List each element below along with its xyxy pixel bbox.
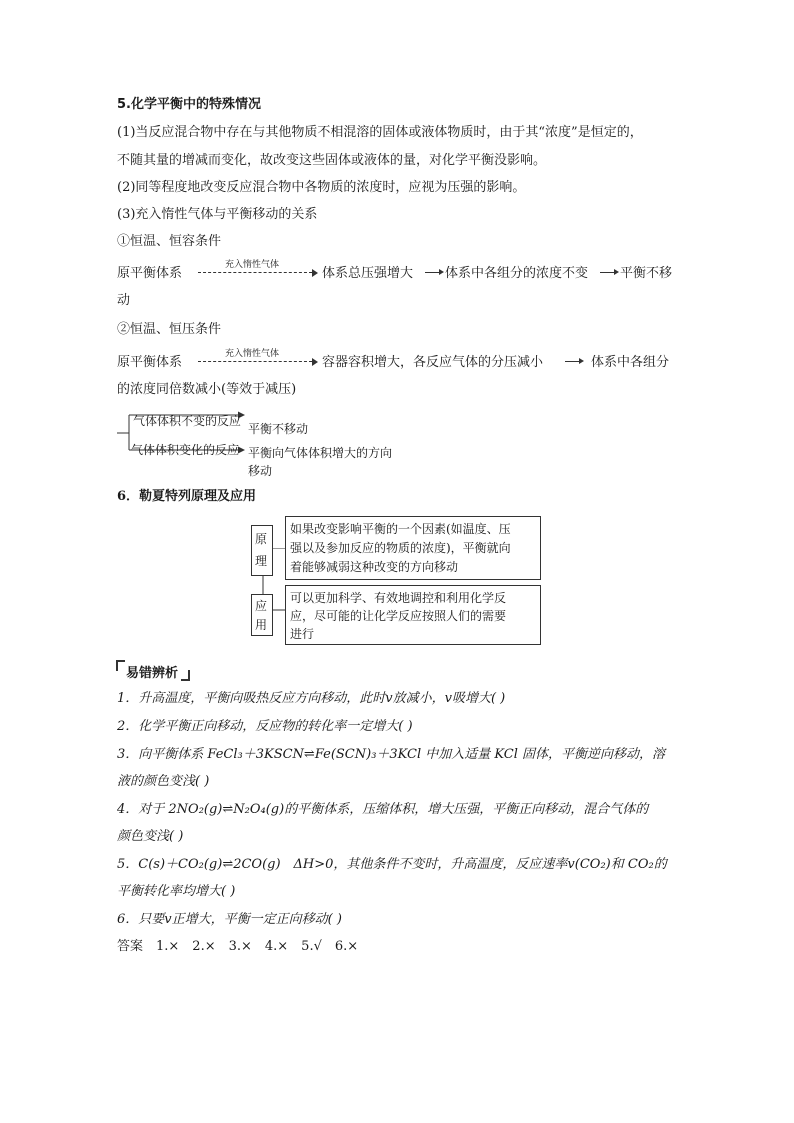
question-2: 2．化学平衡正向移动，反应物的转化率一定增大( ): [117, 719, 413, 734]
paragraph-3: (3)充入惰性气体与平衡移动的关系: [117, 207, 318, 222]
question-5-line2: 平衡转化率均增大( ): [117, 884, 236, 899]
case2-start: 原平衡体系: [117, 355, 183, 370]
answer-line: 答案 1.× 2.× 3.× 4.× 5.√ 6.×: [117, 939, 359, 954]
branch-bottom-label: 气体体积变化的反应: [131, 443, 240, 457]
case1-arrow-label: 充入惰性气体: [225, 260, 280, 270]
case2-arrow-2: [565, 361, 579, 362]
principle-box: 如果改变影响平衡的一个因素(如温度、压 强以及参加反应的物质的浓度)，平衡就向 着能够减弱这种改变的方向移动: [285, 516, 541, 580]
case1-dashed-arrow: [198, 272, 312, 273]
case2-dashed-arrow: [198, 361, 312, 362]
title-bracket-left: [116, 660, 125, 671]
case1-start: 原平衡体系: [117, 266, 183, 281]
question-4-line2: 颜色变浅( ): [117, 829, 184, 844]
case2-wrap: 的浓度同倍数减小(等效于减压): [117, 382, 297, 397]
apply-box: 可以更加科学、有效地调控和利用化学反 应，尽可能的让化学反应按照人们的需要 进行: [285, 585, 541, 645]
case1-arrow-2: [425, 272, 439, 273]
question-3-line1: 3．向平衡体系 FeCl₃＋3KSCN⇌Fe(SCN)₃＋3KCl 中加入适量 KCl 固体，平衡逆向移动，溶: [117, 747, 666, 762]
question-5-line1: 5．C(s)＋CO₂(g)⇌2CO(g) ΔH>0，其他条件不变时，升高温度，反应速率v(CO₂)和 CO₂的: [117, 857, 667, 872]
question-3-line2: 液的颜色变浅( ): [117, 774, 210, 789]
case1-step3: 平衡不移: [620, 266, 673, 281]
case1-step1: 体系总压强增大: [322, 266, 414, 281]
paragraph-1-line1: (1)当反应混合物中存在与其他物质不相混溶的固体或液体物质时，由于其“浓度”是恒定的，: [117, 125, 643, 140]
apply-tag: 应 用: [251, 594, 273, 636]
section5-title: 5.化学平衡中的特殊情况: [117, 97, 261, 112]
question-1: 1．升高温度，平衡向吸热反应方向移动，此时v放减小，v吸增大( ): [117, 691, 506, 706]
case2-step1: 容器容积增大，各反应气体的分压减小: [322, 355, 544, 370]
case2-label: ②恒温、恒压条件: [117, 322, 222, 337]
question-6: 6．只要v正增大，平衡一定正向移动( ): [117, 912, 342, 927]
case2-arrow-label: 充入惰性气体: [225, 349, 280, 359]
errors-title: 易错辨析: [126, 666, 179, 681]
branch-top-result: 平衡不移动: [248, 422, 309, 436]
section6-title: 6．勒夏特列原理及应用: [117, 489, 257, 504]
question-4-line1: 4．对于 2NO₂(g)⇌N₂O₄(g)的平衡体系，压缩体积，增大压强，平衡正向移动，混合气体的: [117, 802, 649, 817]
case1-wrap: 动: [117, 293, 131, 308]
case2-step2: 体系中各组分: [591, 355, 670, 370]
paragraph-2: (2)同等程度地改变反应混合物中各物质的浓度时，应视为压强的影响。: [117, 180, 526, 195]
branch-bottom-result-line2: 移动: [248, 464, 273, 478]
case1-arrow-3: [600, 272, 614, 273]
branch-top-label: 气体体积不变的反应: [133, 414, 242, 428]
branch-bottom-result-line1: 平衡向气体体积增大的方向: [248, 446, 393, 460]
title-bracket-right: [181, 670, 190, 681]
case1-step2: 体系中各组分的浓度不变: [445, 266, 589, 281]
principle-tag: 原 理: [251, 525, 273, 576]
paragraph-1-line2: 不随其量的增减而变化，故改变这些固体或液体的量，对化学平衡没影响。: [117, 153, 547, 168]
case1-label: ①恒温、恒容条件: [117, 234, 222, 249]
